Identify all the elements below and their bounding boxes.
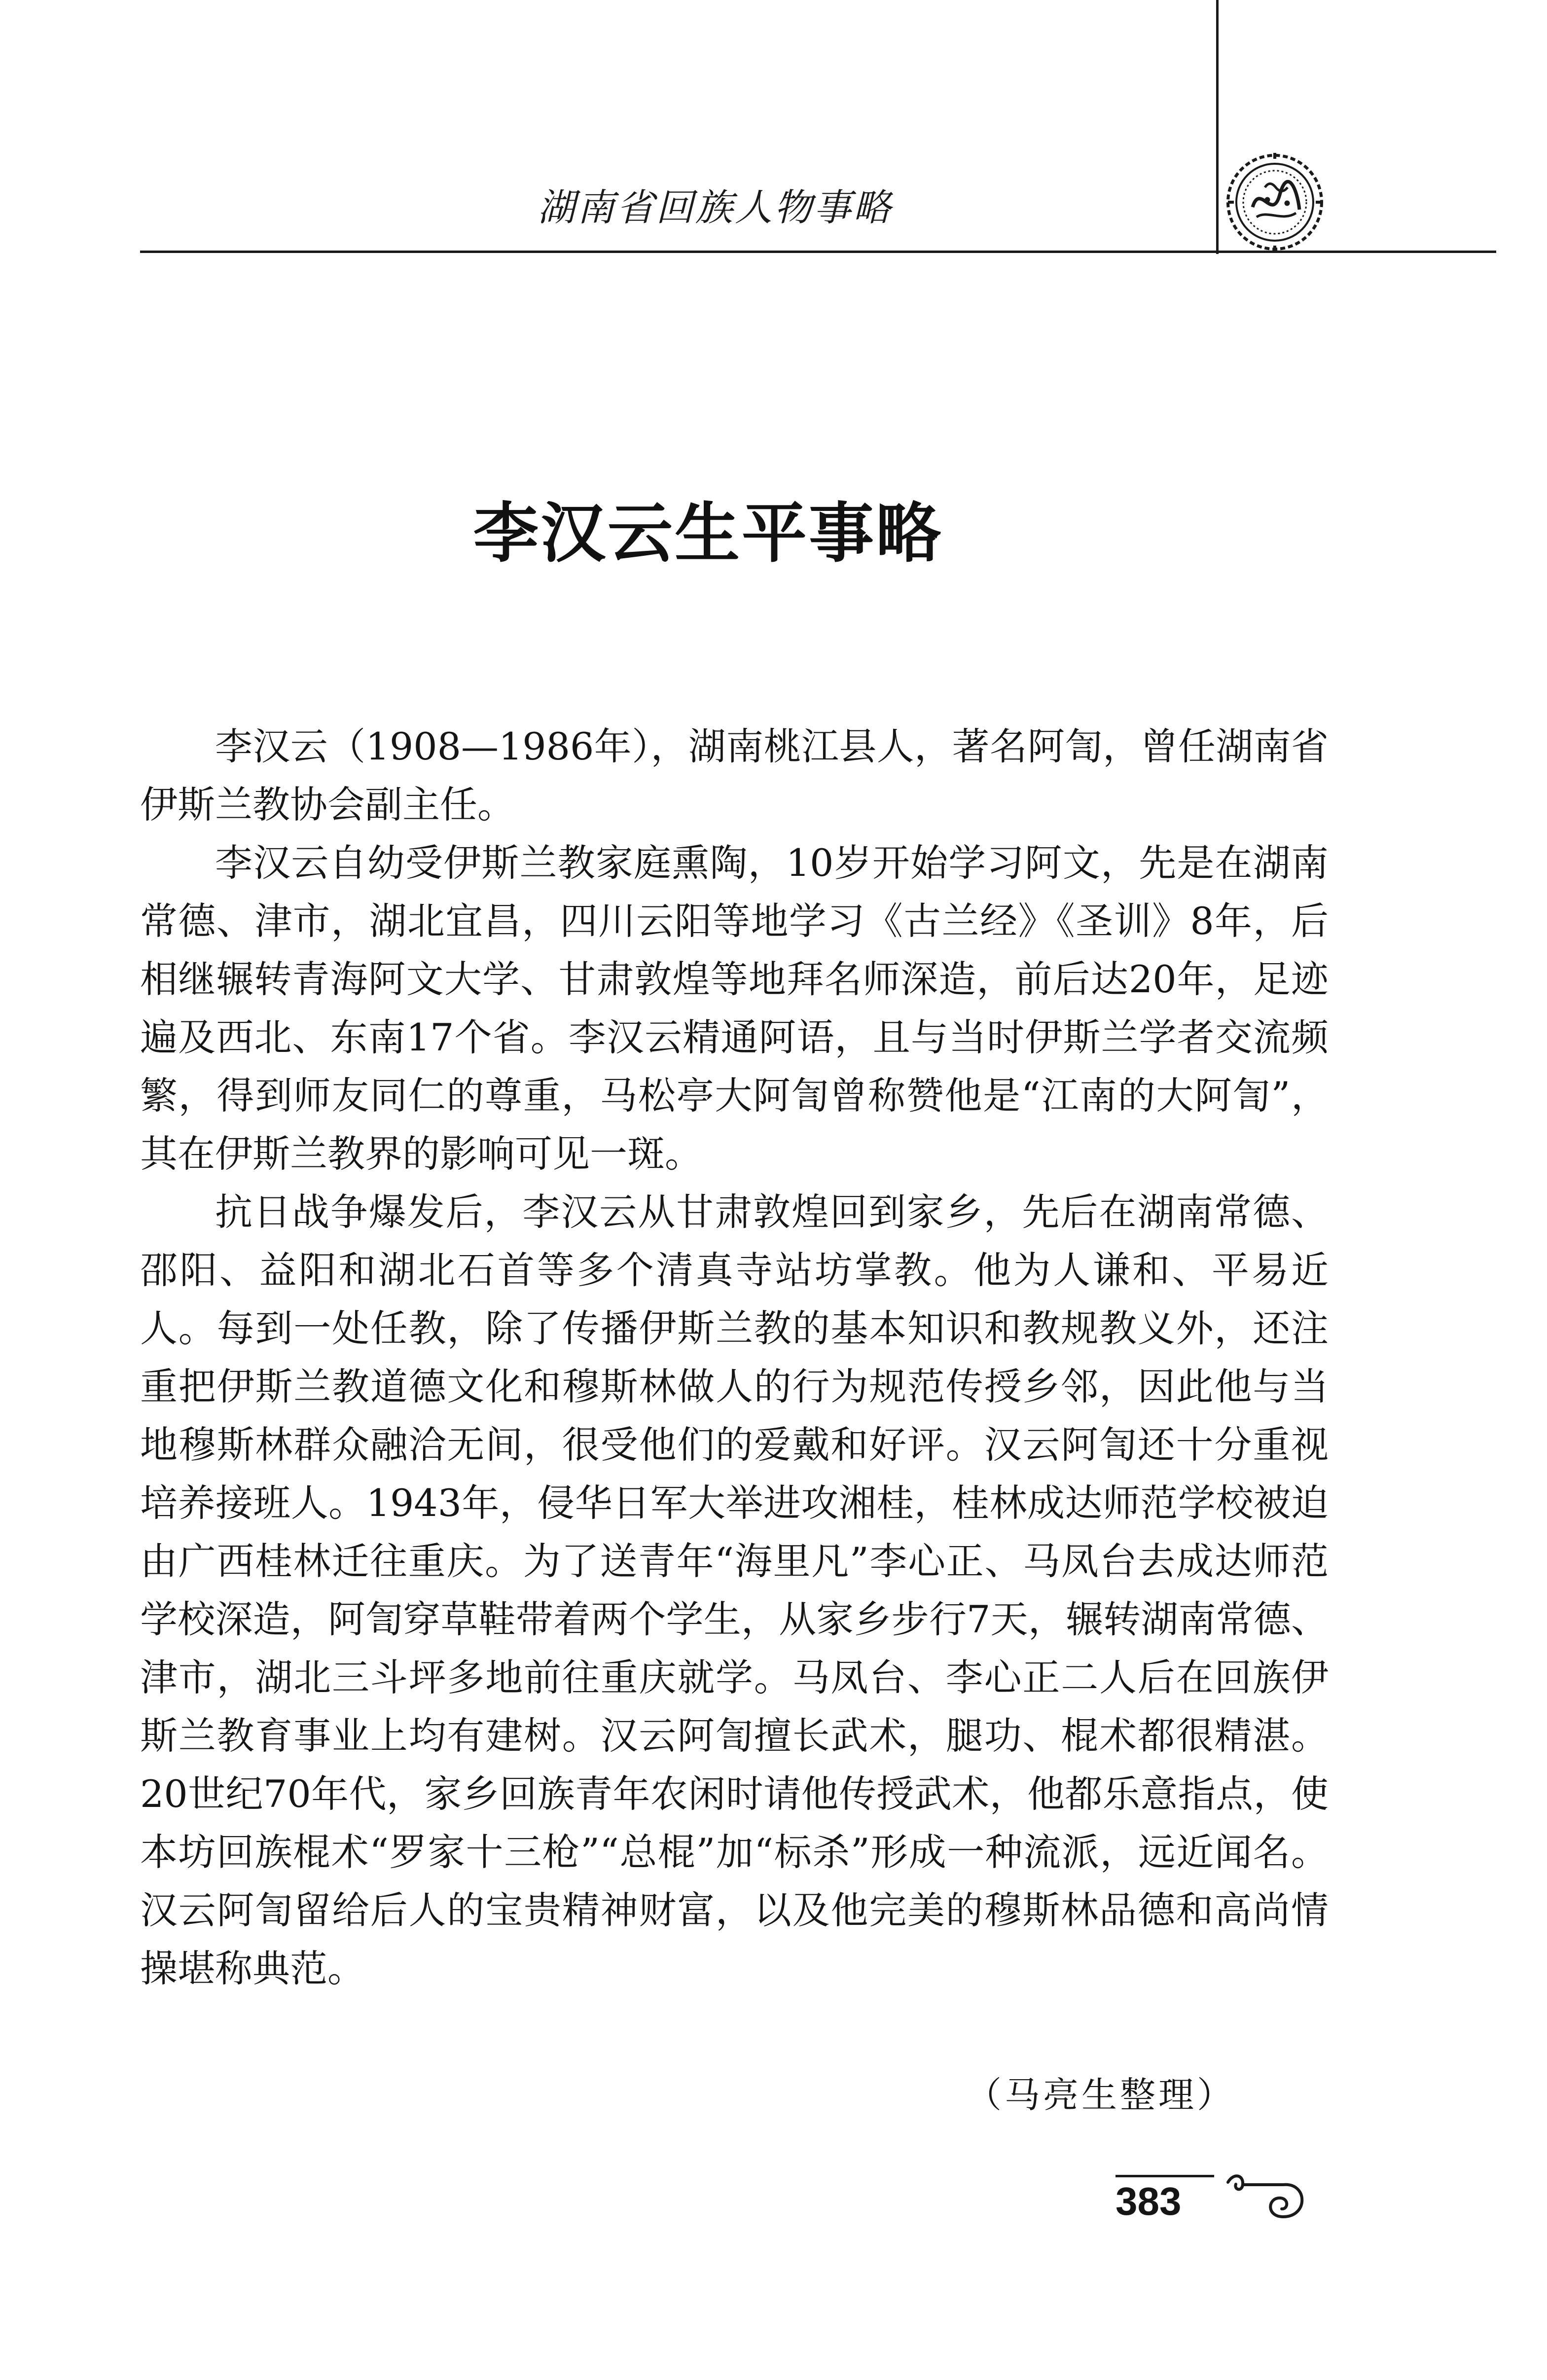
editor-credit: （马亮生整理） — [966, 2074, 1235, 2116]
running-head: 湖南省回族人物事略 — [538, 185, 893, 229]
page-number: 383 — [1115, 2179, 1182, 2223]
scroll-flourish-icon — [1224, 2167, 1313, 2227]
paragraph-3: 抗日战争爆发后，李汉云从甘肃敦煌回到家乡，先后在湖南常德、邵阳、益阳和湖北石首等多个清真寺站坊掌教。他为人谦和、平易近人。每到一处任教，除了传播伊斯兰教的基本知识和教规教义外，还注重把伊斯兰教道德文化和穆斯林做人的行为规范传授乡邻，因此他与当地穆斯林群众融洽无间，很受他们的爱戴和好评。汉云阿訇还十分重视培养接班人。1943年，侵华日军大举进攻湘桂，桂林成达师范学校被迫由广西桂林迁往重庆。为了送青年“海里凡”李心正、马凤台去成达师范学校深造，阿訇穿草鞋带着两个学生，从家乡步行7天，辗转湖南常德、津市，湖北三斗坪多地前往重庆就学。马凤台、李心正二人后在回族伊斯兰教育事业上均有建树。汉云阿訇擅长武术，腿功、棍术都很精湛。20世纪70年代，家乡回族青年农闲时请他传授武术，他都乐意指点，使本坊回族棍术“罗家十三枪”“总棍”加“标杀”形成一种流派，远近闻名。汉云阿訇留给后人的宝贵精神财富，以及他完美的穆斯林品德和高尚情操堪称典范。 — [140, 1190, 1329, 1990]
paragraph-2: 李汉云自幼受伊斯兰教家庭熏陶，10岁开始学习阿文，先是在湖南常德、津市，湖北宜昌，四川云阳等地学习《古兰经》《圣训》8年，后相继辗转青海阿文大学、甘肃敦煌等地拜名师深造，前后达20年，足迹遍及西北、东南17个省。李汉云精通阿语，且与当时伊斯兰学者交流频繁，得到师友同仁的尊重，马松亭大阿訇曾称赞他是“江南的大阿訇”，其在伊斯兰教界的影响可见一斑。 — [140, 841, 1329, 1176]
paragraph-1: 李汉云（1908—1986年），湖南桃江县人，著名阿訇，曾任湖南省伊斯兰教协会副主任。 — [140, 724, 1329, 827]
footer-rule — [1115, 2175, 1214, 2177]
calligraphy-medallion-icon — [1218, 148, 1331, 256]
article-title: 李汉云生平事略 — [473, 495, 943, 572]
article-body — [140, 718, 1329, 1998]
